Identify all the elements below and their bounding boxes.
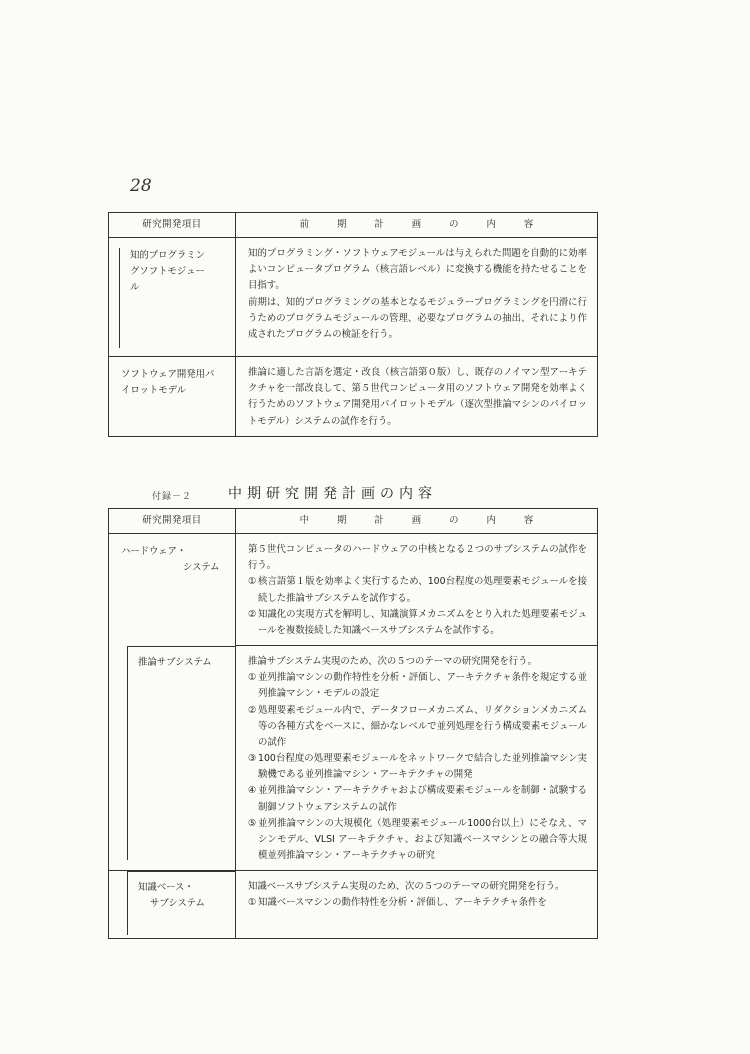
list-item bbox=[248, 703, 587, 752]
list-text: 知識ベースマシンの動作特性を分析・評価し、アーキテクチャ条件を bbox=[258, 897, 547, 909]
table-row bbox=[109, 646, 598, 871]
table-row bbox=[109, 871, 598, 939]
table-row bbox=[109, 357, 598, 437]
list-marker: ⑤ bbox=[248, 817, 257, 829]
section-title: 中期研究開発計画の内容 bbox=[228, 486, 437, 502]
list-marker: ② bbox=[248, 608, 257, 620]
list-text: 100台程度の処理要素モジュールをネットワークで結合した並列推論マシン実験機である並列推論マシン・アーキテクチャの開発 bbox=[258, 753, 587, 781]
list-item bbox=[248, 670, 587, 702]
row-item bbox=[109, 357, 236, 437]
list-item bbox=[248, 607, 587, 639]
list-text: 処理要素モジュール内で、データフローメカニズム、リダクションメカニズム等の各種方式をベースに、細かなレベルで並列処理を行う構成要素モジュールの試作 bbox=[258, 704, 587, 748]
list-text: 並列推論マシン・アーキテクチャおよび構成要素モジュールを制御・試験する制御ソフトウェアシステムの試作 bbox=[258, 785, 587, 813]
mid-plan-table bbox=[108, 508, 598, 939]
list-text: 核言語第１版を効率よく実行するため、100台程度の処理要素モジュールを接続した推論サブシステムを試作する。 bbox=[258, 576, 587, 604]
list-item bbox=[248, 574, 587, 606]
row-item bbox=[109, 238, 236, 357]
table-row bbox=[109, 534, 598, 646]
list-marker: ① bbox=[248, 897, 257, 909]
row-item-label: サブシステム bbox=[150, 898, 205, 910]
list-item bbox=[248, 783, 587, 815]
list-item bbox=[248, 816, 587, 865]
row-item-label: ハードウェア・ bbox=[121, 546, 187, 557]
table-header-row bbox=[109, 213, 598, 238]
row-content bbox=[236, 357, 598, 437]
list-text: 並列推論マシンの動作特性を分析・評価し、アーキテクチャ条件を規定する並列推論マシン・モデルの設定 bbox=[258, 672, 587, 700]
row-item-label: 知識ベース・ bbox=[138, 882, 194, 894]
paragraph: 前期は、知的プログラミングの基本となるモジュラープログラミングを円滑に行うためのプログラムモジュールの管理、必要なプログラムの抽出、それにより作成されたプログラムの検証を行う。 bbox=[248, 296, 587, 340]
row-item-label: ソフトウェア開発用パイロットモデル bbox=[121, 369, 215, 397]
list-marker: ① bbox=[248, 672, 257, 684]
row-item bbox=[109, 534, 236, 646]
page-number: 28 bbox=[130, 176, 152, 196]
row-item bbox=[109, 646, 236, 871]
header-content: 中期計画の内容 bbox=[236, 509, 598, 534]
list-marker: ① bbox=[248, 576, 257, 588]
row-item-label: 推論サブシステム bbox=[138, 656, 212, 668]
table-row bbox=[109, 238, 598, 357]
list-marker: ③ bbox=[248, 753, 257, 765]
row-content bbox=[236, 534, 598, 646]
early-plan-table bbox=[108, 212, 598, 437]
list-item bbox=[248, 895, 587, 911]
list-marker: ④ bbox=[248, 785, 257, 797]
row-item-label: システム bbox=[183, 562, 220, 574]
paragraph: 第５世代コンピュータのハードウェアの中核となる２つのサブシステムの試作を行う。 bbox=[248, 544, 587, 572]
row-item bbox=[109, 871, 236, 939]
header-item: 研究開発項目 bbox=[109, 213, 236, 238]
row-content bbox=[236, 646, 598, 871]
list-item bbox=[248, 751, 587, 783]
paragraph: 知識ベースサブシステム実現のため、次の５つのテーマの研究開発を行う。 bbox=[248, 881, 565, 893]
header-content: 前期計画の内容 bbox=[236, 213, 598, 238]
list-text: 並列推論マシンの大規模化（処理要素モジュール1000台以上）にそなえ、マシンモデル、VLSI アーキテクチャ、および知識ベースマシンとの融合等大規模並列推論マシン・アーキテクチャの研究 bbox=[258, 817, 587, 862]
row-item-label: 知的プログラミングソフトモジュール bbox=[130, 250, 206, 294]
list-marker: ② bbox=[248, 704, 257, 716]
row-content bbox=[236, 871, 598, 939]
paragraph: 推論に適した言語を選定・改良（核言語第０版）し、既存のノイマン型アーキテクチャを一部改良して、第５世代コンピュータ用のソフトウェア開発を効率よく行うためのソフトウェア開発用パイロットモデル（逐次型推論マシンのパイロットモデル）システムの試作を行う。 bbox=[248, 367, 587, 427]
paragraph: 推論サブシステム実現のため、次の５つのテーマの研究開発を行う。 bbox=[248, 656, 537, 668]
header-item: 研究開発項目 bbox=[109, 509, 236, 534]
appendix-label: 付録－２ bbox=[152, 492, 193, 502]
row-content bbox=[236, 238, 598, 357]
paragraph: 知的プログラミング・ソフトウェアモジュールは与えられた問題を自動的に効率よいコンピュータプログラム（核言語レベル）に変換する機能を持たせることを目指す。 bbox=[248, 248, 587, 292]
table-header-row bbox=[109, 509, 598, 534]
list-text: 知識化の実現方式を解明し、知識演算メカニズムをとり入れた処理要素モジュールを複数接続した知識ベースサブシステムを試作する。 bbox=[258, 608, 587, 636]
